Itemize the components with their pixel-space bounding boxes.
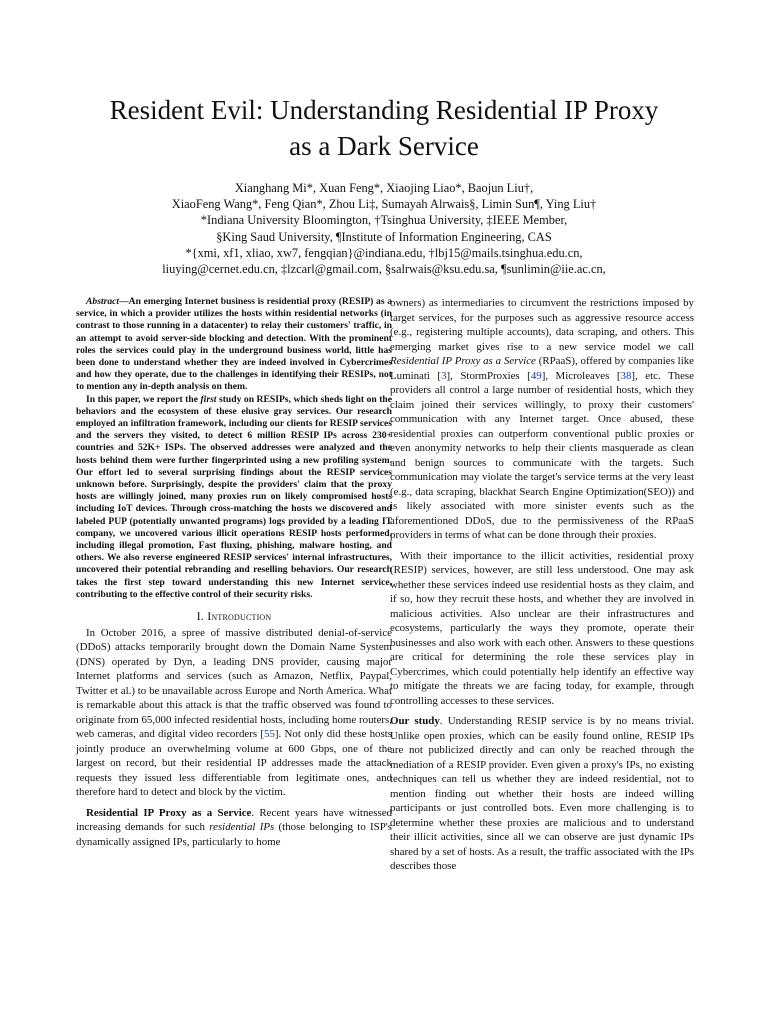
affiliation-line-1: *Indiana University Bloomington, †Tsinghua University, ‡IEEE Member, — [200, 213, 568, 228]
intro-paragraph-2: Residential IP Proxy as a Service. Recent years have witnessed increasing demands for such residential IPs (those belonging to ISP's dynamically assigned IPs, particularly to home — [76, 806, 392, 848]
abstract — [76, 296, 392, 601]
citation-link[interactable]: 3 — [441, 369, 447, 382]
run-in-heading: Residential IP Proxy as a Service — [86, 806, 252, 819]
run-in-heading: Our study — [390, 715, 440, 727]
title-line-2: as a Dark Service — [289, 131, 479, 161]
abstract-paragraph-2: In this paper, we report the first study on RESIPs, which sheds light on the behaviors and the ecosystem of these elusive gray services. Our research employed an infiltration framework, including our clients for RESIP services and the servers they visited, to detect 6 million RESIP IPs across 230+ countries and 52K+ ISPs. The observed addresses were analyzed and the hosts behind them were further fingerprinted using a new profiling system. Our effort led to several surprising findings about the RESIP services unknown before. Surprisingly, despite the providers' claim that the proxy hosts are willingly joined, many proxies run on likely compromised hosts including IoT devices. Through cross-matching the hosts we discovered and labeled PUP (potentially unwanted programs) logs provided by a leading IT company, we uncovered various illicit operations RESIP hosts performed, including illegal promotion, Fast fluxing, phishing, malware hosting, and others. We also reverse engineered RESIP services' internal infrastructures, uncovered their potential rebranding and reselling behaviors. Our research takes the first step toward understanding this new Internet service, contributing to the effective control of their security risks. — [76, 393, 392, 600]
citation-link[interactable]: 38 — [620, 369, 632, 382]
author-line-1: Xianghang Mi*, Xuan Feng*, Xiaojing Liao*, Baojun Liu†, — [234, 181, 534, 195]
title-line-1: Resident Evil: Understanding Residential IP Proxy — [109, 95, 659, 125]
email-line-2: liuying@cernet.edu.cn, ‡lzcarl@gmail.com, §salrwais@ksu.edu.sa, ¶sunlimin@iie.ac.cn, — [162, 262, 606, 277]
right-column — [390, 296, 694, 874]
intro-paragraph-1: In October 2016, a spree of massive distributed denial-of-service (DDoS) attacks temporarily brought down the Domain Name System (DNS) operated by Dyn, a leading DNS provider, causing major Internet platforms and services (such as Amazon, Netflix, Paypal, Twitter et al.) to be unavailable across Europe and North America. What is remarkable about this attack is that the traffic observed was found to originate from 65,000 infected residential hosts, including home routers, web cameras, and digital video recorders [55]. Not only did these hosts jointly produce an overwhelming volume at 600 Gbps, one of the largest on record, but their residential IP addresses made the attack requests they issued less differentiable from legitimate ones, and therefore hard to detect and block by the victim. — [76, 626, 392, 799]
left-column — [76, 296, 392, 849]
citation-link[interactable]: 55 — [264, 728, 275, 741]
email-line-1: *{xmi, xf1, xliao, xw7, fengqian}@indiana.edu, †lbj15@mails.tsinghua.edu.cn, — [185, 245, 583, 260]
abstract-paragraph-1: Abstract—An emerging Internet business is residential proxy (RESIP) as a service, in which a provider utilizes the hosts within residential networks (in contrast to those running in a datacenter) to relay their customers' traffic, in an attempt to avoid server-side blocking and detection. With the prominent roles the services could play in the underground business world, little has been done to understand whether they are indeed involved in Cybercrimes and how they operate, due to the challenges in identifying their RESIPs, not to mention any in-depth analysis on them. — [76, 296, 392, 393]
intro-paragraph-2-continued: owners) as intermediaries to circumvent the restrictions imposed by target services, for the purposes such as aggressive resource access (e.g., registering multiple accounts), data scraping, and others. This emerging market gives rise to a new service model we call Residential IP Proxy as a Service (RPaaS), offered by companies like Luminati [3], StormProxies [49], Microleaves [38], etc. These providers all control a large number of residential hosts, which they claim joined their services willingly, to proxy their customers' communication with any Internet target. Once abused, these residential proxies can outperform conventional public proxies or even anonymity networks to help their clients masquerade as clean and benign sources to communicate with the targets. Such communication may violate the target's service terms at the very least (e.g., data scraping, blackhat Search Engine Optimization(SEO)) and is likely associated with more sinister events such as the aforementioned DDoS, due to the permissiveness of the RPaaS providers in terms of what can be done through their proxies. — [390, 297, 695, 541]
intro-paragraph-4: Our study. Understanding RESIP service is by no means trivial. Unlike open proxies, which can be easily found online, RESIP IPs are not publicized directly and can only be reached through the mediation of a RESIP provider. Even given a proxy's IPs, no existing techniques can tell us whether they are indeed residential, not to mention finding out whether their hosts are indeed willing participants or just controlled bots. Even more challenging is to determine whether these proxies are malicious and to understand their illicit activities, since all we can observe are just dynamic IPs shared by a set of hosts. As a result, the traffic associated with the IPs describes those — [390, 715, 694, 872]
author-block — [40, 180, 728, 277]
section-heading-introduction: I. Introduction — [196, 609, 272, 624]
paper-title — [60, 92, 708, 164]
abstract-label: Abstract — [86, 296, 120, 307]
affiliation-line-2: §King Saud University, ¶Institute of Information Engineering, CAS — [216, 229, 552, 244]
intro-paragraph-3: With their importance to the illicit activities, residential proxy (RESIP) services, however, are still less understood. One may ask whether these services indeed use residential hosts as they claim, and if so, how they recruit these hosts, and whether they are involved in malicious activities. Also unclear are their infrastructures and ecosystems, particularly the ways they promote, operate their businesses and also work with each other. Answers to these questions are critical for determining the role these services play in Cybercrimes, which could potentially help identify an effective way to mitigate the threats we are facing today, for example, through controlling accesses to these services. — [390, 549, 694, 707]
citation-link[interactable]: 49 — [530, 369, 542, 382]
author-line-2: XiaoFeng Wang*, Feng Qian*, Zhou Li‡, Sumayah Alrwais§, Limin Sun¶, Ying Liu† — [171, 197, 597, 212]
